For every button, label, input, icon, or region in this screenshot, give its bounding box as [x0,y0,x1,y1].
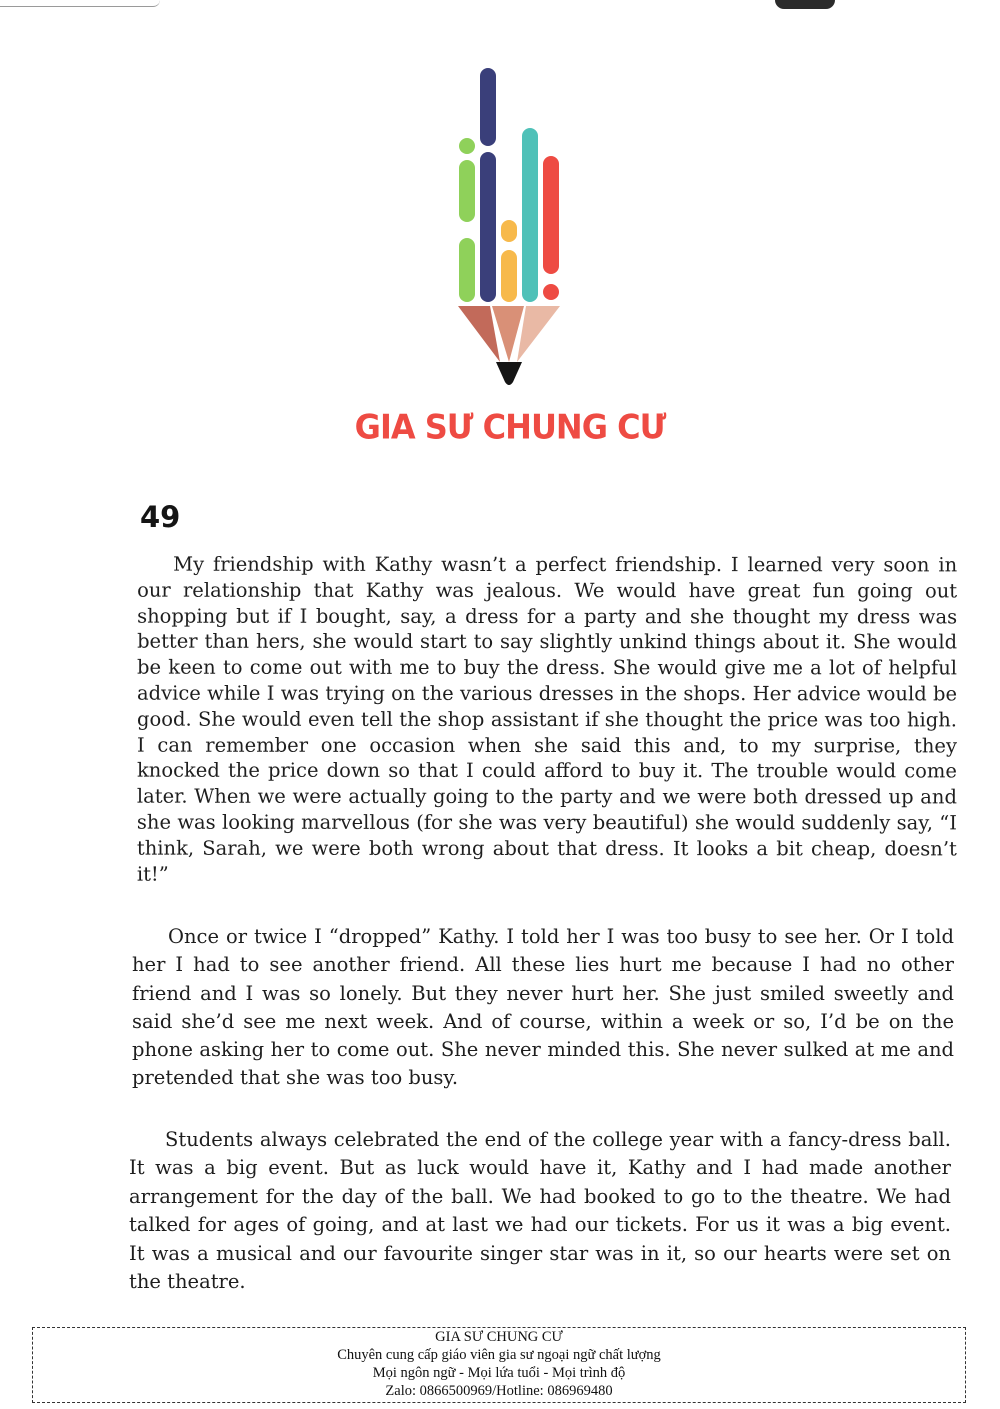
paragraph-2: Once or twice I “dropped” Kathy. I told her I was too busy to see her. Or I told her I had to see another friend. All these lies hurt me because I had no other friend and I was so lonely. But they never hurt her. She just smiled sweetly and said she’d see me next week. And of course, within a week or so, I’d be on the phone asking her to come out. She never minded this. She never sulked at me and pretended that she was too busy. [132,925,954,1090]
footer-tagline: Chuyên cung cấp giáo viên gia sư ngoại ngữ chất lượng [337,1347,661,1363]
colored-pencil-logo-icon [440,60,580,390]
footer-box [32,1327,966,1403]
footer-brand: GIA SƯ CHUNG CƯ [435,1329,563,1345]
brand-name: GIA SƯ CHUNG CƯ [354,407,666,447]
footer-slogan: Mọi ngôn ngữ - Mọi lứa tuổi - Mọi trình độ [372,1365,626,1381]
paragraph-1: My friendship with Kathy wasn’t a perfect friendship. I learned very soon in our relationship that Kathy was jealous. We would have great fun going out shopping but if I bought, say, a dress for a party and she thought my dress was better than hers, she would start to say slightly unkind things about it. She would be keen to come out with me to buy the dress. She would give me a lot of helpful advice while I was trying on the various dresses in the shops. Her advice would be good. She would even tell the shop assistant if she thought the price was too high. I can remember one occasion when she said this and, to my surprise, they knocked the price down so that I could afford to buy it. The trouble would come later. When we were actually going to the party and we were both dressed up and she was looking marvellous (for she was very beautiful) she would suddenly say, “I think, Sarah, we were both wrong about that dress. It looks a bit cheap, doesn’t it!” [136,552,958,886]
paragraph-3: Students always celebrated the end of the college year with a fancy-dress ball. It was a big event. But as luck would have it, Kathy and I had made another arrangement for the day of the ball. We had booked to go to the theatre. We had talked for ages of going, and at last we had our tickets. For us it was a big event. It was a musical and our favourite singer star was in it, so our hearts were set on the theatre. [129,1128,951,1294]
scan-edge-mark [0,0,160,7]
page-number: 49 [140,500,181,534]
footer-contact: Zalo: 0866500969/Hotline: 086969480 [385,1383,613,1399]
scan-corner-shadow [775,0,835,9]
